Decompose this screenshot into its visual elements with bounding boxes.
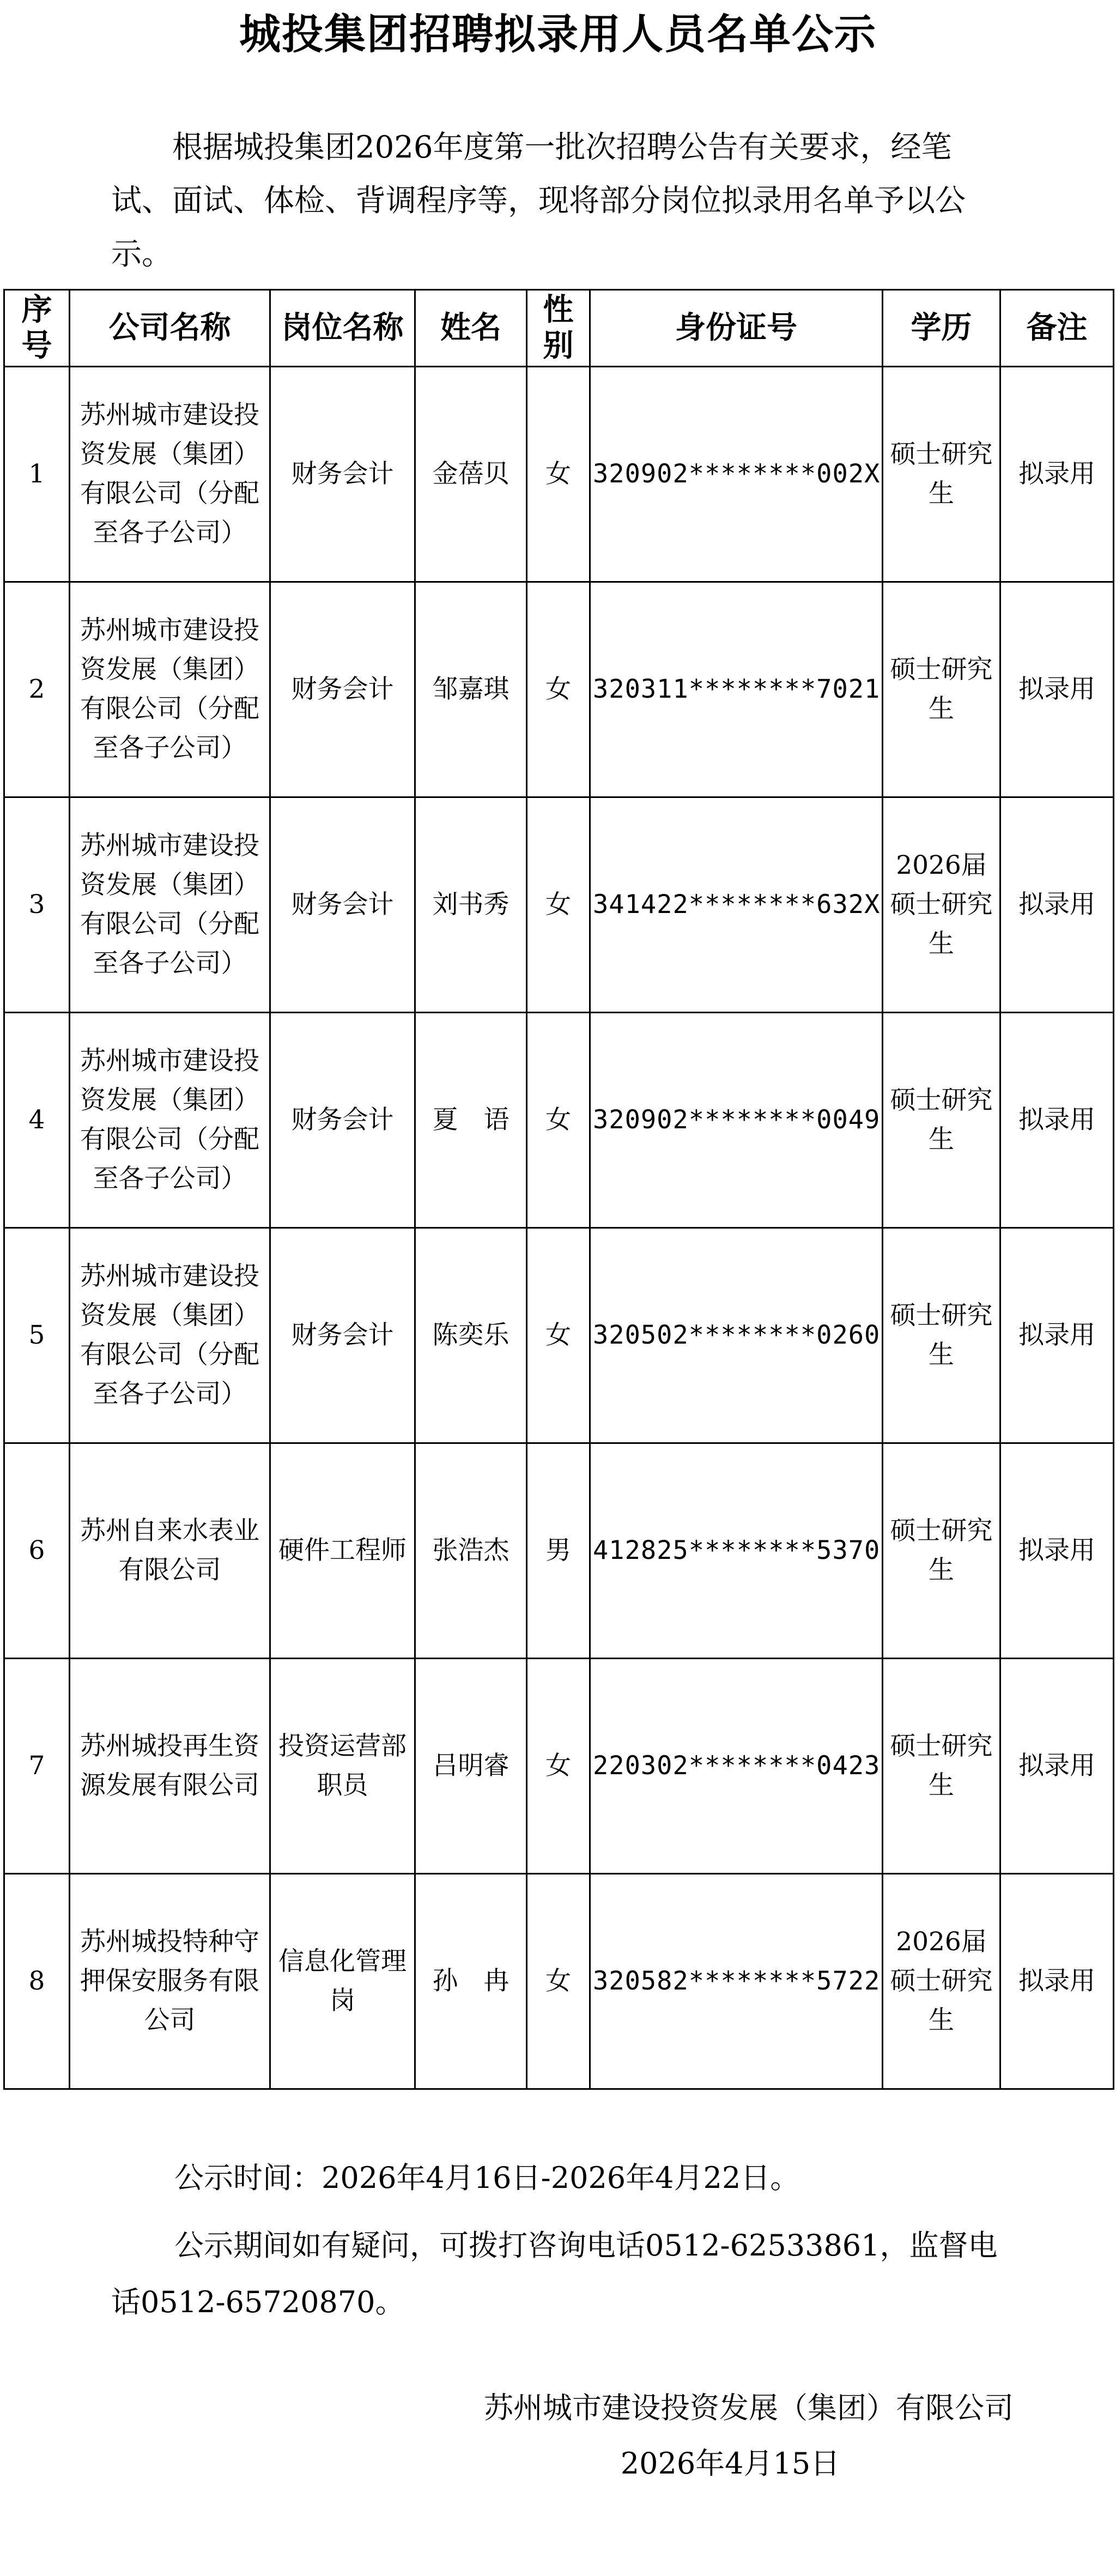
intro-paragraph (111, 121, 1005, 281)
cell-name: 张浩杰 (415, 1443, 527, 1659)
cell-name: 金蓓贝 (415, 367, 527, 582)
cell-remark: 拟录用 (1000, 367, 1114, 582)
cell-name: 吕明睿 (415, 1659, 527, 1874)
table-row (4, 582, 1114, 797)
cell-education: 硕士研究生 (883, 1659, 1000, 1874)
header-remark: 备注 (1000, 290, 1114, 367)
table-row (4, 1443, 1114, 1659)
cell-company: 苏州城投特种守押保安服务有限公司 (70, 1874, 270, 2089)
cell-company: 苏州城投再生资源发展有限公司 (70, 1659, 270, 1874)
cell-id: 320582********5722 (590, 1874, 883, 2089)
cell-company: 苏州城市建设投资发展（集团）有限公司（分配至各子公司） (70, 1013, 270, 1228)
cell-position: 财务会计 (270, 582, 415, 797)
cell-education: 2026届硕士研究生 (883, 1874, 1000, 2089)
table-row (4, 1874, 1114, 2089)
cell-seq: 6 (4, 1443, 70, 1659)
cell-name: 孙 冉 (415, 1874, 527, 2089)
cell-remark: 拟录用 (1000, 1228, 1114, 1443)
cell-seq: 3 (4, 797, 70, 1013)
cell-education: 2026届硕士研究生 (883, 797, 1000, 1013)
header-gender: 性别 (527, 290, 590, 367)
cell-education: 硕士研究生 (883, 1228, 1000, 1443)
header-id: 身份证号 (590, 290, 883, 367)
publicity-period: 公示时间：2026年4月16日-2026年4月22日。 (174, 2161, 800, 2195)
cell-id: 341422********632X (590, 797, 883, 1013)
cell-name: 夏 语 (415, 1013, 527, 1228)
table-row (4, 1013, 1114, 1228)
cell-company: 苏州城市建设投资发展（集团）有限公司（分配至各子公司） (70, 367, 270, 582)
cell-gender: 女 (527, 1228, 590, 1443)
cell-remark: 拟录用 (1000, 1443, 1114, 1659)
cell-position: 财务会计 (270, 797, 415, 1013)
cell-id: 412825********5370 (590, 1443, 883, 1659)
cell-name: 陈奕乐 (415, 1228, 527, 1443)
cell-position: 投资运营部职员 (270, 1659, 415, 1874)
cell-position: 财务会计 (270, 1228, 415, 1443)
cell-gender: 女 (527, 797, 590, 1013)
table-row (4, 1659, 1114, 1874)
contact-text: 公示期间如有疑问，可拨打咨询电话0512-62533861，监督电话0512-65720870。 (111, 2228, 998, 2319)
cell-gender: 女 (527, 367, 590, 582)
header-name: 姓名 (415, 290, 527, 367)
cell-position: 信息化管理岗 (270, 1874, 415, 2089)
header-education: 学历 (883, 290, 1000, 367)
cell-education: 硕士研究生 (883, 1443, 1000, 1659)
issue-date: 2026年4月15日 (620, 2446, 840, 2481)
cell-company: 苏州自来水表业有限公司 (70, 1443, 270, 1659)
candidate-table (3, 289, 1114, 2090)
cell-position: 硬件工程师 (270, 1443, 415, 1659)
table-row (4, 797, 1114, 1013)
table-row (4, 1228, 1114, 1443)
cell-id: 220302********0423 (590, 1659, 883, 1874)
cell-id: 320311********7021 (590, 582, 883, 797)
cell-position: 财务会计 (270, 367, 415, 582)
table-row (4, 367, 1114, 582)
cell-remark: 拟录用 (1000, 1874, 1114, 2089)
contact-paragraph (111, 2217, 1005, 2331)
cell-remark: 拟录用 (1000, 797, 1114, 1013)
cell-gender: 女 (527, 582, 590, 797)
cell-gender: 女 (527, 1013, 590, 1228)
cell-gender: 男 (527, 1443, 590, 1659)
cell-id: 320502********0260 (590, 1228, 883, 1443)
cell-id: 320902********002X (590, 367, 883, 582)
page-title: 城投集团招聘拟录用人员名单公示 (239, 10, 877, 58)
cell-education: 硕士研究生 (883, 582, 1000, 797)
cell-seq: 2 (4, 582, 70, 797)
header-company: 公司名称 (70, 290, 270, 367)
cell-id: 320902********0049 (590, 1013, 883, 1228)
header-seq: 序号 (4, 290, 70, 367)
intro-text: 根据城投集团2026年度第一批次招聘公告有关要求，经笔试、面试、体检、背调程序等，现将部分岗位拟录用名单予以公示。 (111, 130, 966, 272)
cell-seq: 7 (4, 1659, 70, 1874)
cell-remark: 拟录用 (1000, 1013, 1114, 1228)
cell-company: 苏州城市建设投资发展（集团）有限公司（分配至各子公司） (70, 797, 270, 1013)
cell-education: 硕士研究生 (883, 1013, 1000, 1228)
cell-remark: 拟录用 (1000, 1659, 1114, 1874)
table-header-row (4, 290, 1114, 367)
cell-education: 硕士研究生 (883, 367, 1000, 582)
cell-name: 邹嘉琪 (415, 582, 527, 797)
cell-seq: 5 (4, 1228, 70, 1443)
cell-gender: 女 (527, 1874, 590, 2089)
cell-remark: 拟录用 (1000, 582, 1114, 797)
cell-gender: 女 (527, 1659, 590, 1874)
cell-seq: 1 (4, 367, 70, 582)
cell-position: 财务会计 (270, 1013, 415, 1228)
issuing-organization: 苏州城市建设投资发展（集团）有限公司 (484, 2391, 1014, 2425)
cell-company: 苏州城市建设投资发展（集团）有限公司（分配至各子公司） (70, 582, 270, 797)
cell-company: 苏州城市建设投资发展（集团）有限公司（分配至各子公司） (70, 1228, 270, 1443)
cell-name: 刘书秀 (415, 797, 527, 1013)
header-position: 岗位名称 (270, 290, 415, 367)
cell-seq: 8 (4, 1874, 70, 2089)
cell-seq: 4 (4, 1013, 70, 1228)
